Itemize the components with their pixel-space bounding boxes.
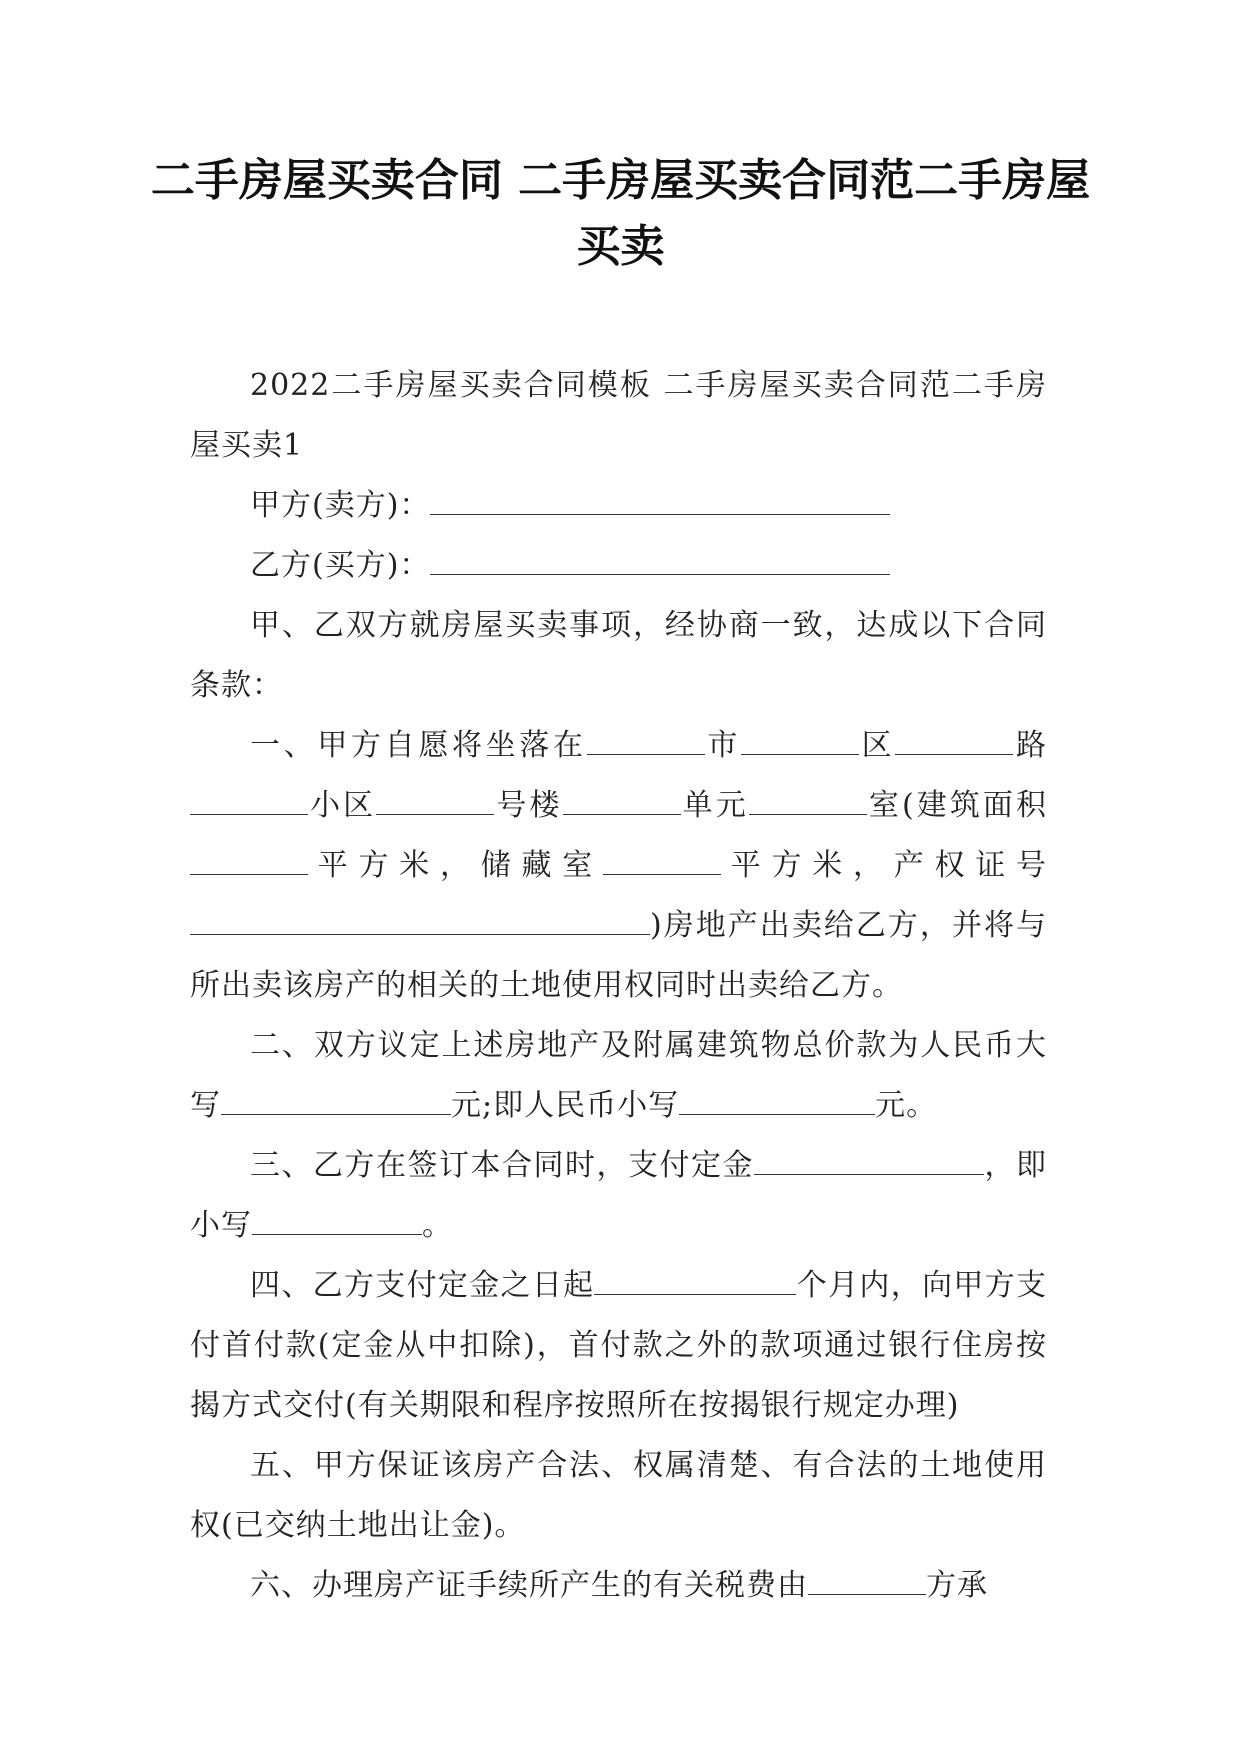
- community-blank: [190, 783, 308, 816]
- clause-1-text: 区: [859, 728, 896, 763]
- clause-1-text: 号楼: [494, 788, 563, 823]
- clause-2-text: 元;即人民币小写: [451, 1088, 680, 1123]
- party-b-blank: [430, 543, 890, 576]
- clause-6-text: 六、办理房产证手续所产生的有关税费由: [250, 1568, 808, 1603]
- price-lowercase-blank: [679, 1083, 875, 1116]
- certificate-number-blank: [190, 903, 650, 936]
- clause-1-text: 平方米，产权证号: [721, 848, 1047, 883]
- unit-blank: [563, 783, 681, 816]
- party-b-label: 乙方(买方)：: [250, 548, 431, 583]
- clause-3: [190, 1136, 1047, 1256]
- floor-area-blank: [190, 843, 308, 876]
- deposit-blank: [754, 1143, 984, 1176]
- document-body: [190, 356, 1047, 1616]
- clause-4-text: 个月内，向甲方支付首付款(定金从中扣除)，首付款之外的款项通过银行住房按揭方式交付(有关期限和程序按照所在按揭银行规定办理): [190, 1268, 1048, 1423]
- clause-5: 五、甲方保证该房产合法、权属清楚、有合法的土地使用权(已交纳土地出让金)。: [190, 1448, 1047, 1543]
- clause-3-text: 。: [422, 1208, 453, 1243]
- clause-1: [190, 716, 1047, 1016]
- preamble-paragraph: 甲、乙双方就房屋买卖事项，经协商一致，达成以下合同条款：: [190, 608, 1047, 703]
- intro-paragraph: 2022二手房屋买卖合同模板 二手房屋买卖合同范二手房屋买卖1: [190, 368, 1047, 463]
- price-uppercase-blank: [221, 1083, 451, 1116]
- clause-3-text: ，即小写: [190, 1148, 1047, 1243]
- district-blank: [741, 723, 859, 756]
- party-a-label: 甲方(卖方)：: [250, 488, 431, 523]
- party-a-blank: [430, 483, 890, 516]
- document-title: 二手房屋买卖合同 二手房屋买卖合同范二手房屋买卖: [150, 155, 1091, 272]
- clause-1-text: 市: [704, 728, 742, 763]
- storage-area-blank: [603, 843, 721, 876]
- months-blank: [594, 1263, 796, 1296]
- deposit-lowercase-blank: [252, 1203, 422, 1236]
- room-blank: [749, 783, 867, 816]
- clause-1-text: 路: [1013, 728, 1048, 763]
- clause-4-text: 四、乙方支付定金之日起: [250, 1268, 595, 1303]
- building-blank: [376, 783, 494, 816]
- clause-6-text: 方承: [926, 1568, 988, 1603]
- party-a-line: [190, 476, 1047, 536]
- clause-1-text: 室(建筑面积: [866, 788, 1048, 823]
- clause-2-text: 元。: [875, 1088, 938, 1123]
- city-blank: [587, 723, 705, 756]
- clause-1-text: 小区: [308, 788, 377, 823]
- clause-1-text: 单元: [680, 788, 749, 823]
- tax-party-blank: [808, 1563, 926, 1596]
- clause-4: [190, 1256, 1047, 1436]
- clause-1-text: 平方米，储藏室: [308, 848, 603, 883]
- clause-2-text: 二、双方议定上述房地产及附属建筑物总价款为人民币大写: [190, 1028, 1047, 1123]
- party-b-line: [190, 536, 1047, 596]
- road-blank: [895, 723, 1013, 756]
- clause-6: [190, 1556, 1047, 1616]
- clause-1-text: 一、甲方自愿将坐落在: [250, 728, 587, 763]
- clause-1-text: )房地产出卖给乙方，并将与所出卖该房产的相关的土地使用权同时出卖给乙方。: [190, 908, 1047, 1003]
- clause-2: [190, 1016, 1047, 1136]
- clause-3-text: 三、乙方在签订本合同时，支付定金: [250, 1148, 754, 1183]
